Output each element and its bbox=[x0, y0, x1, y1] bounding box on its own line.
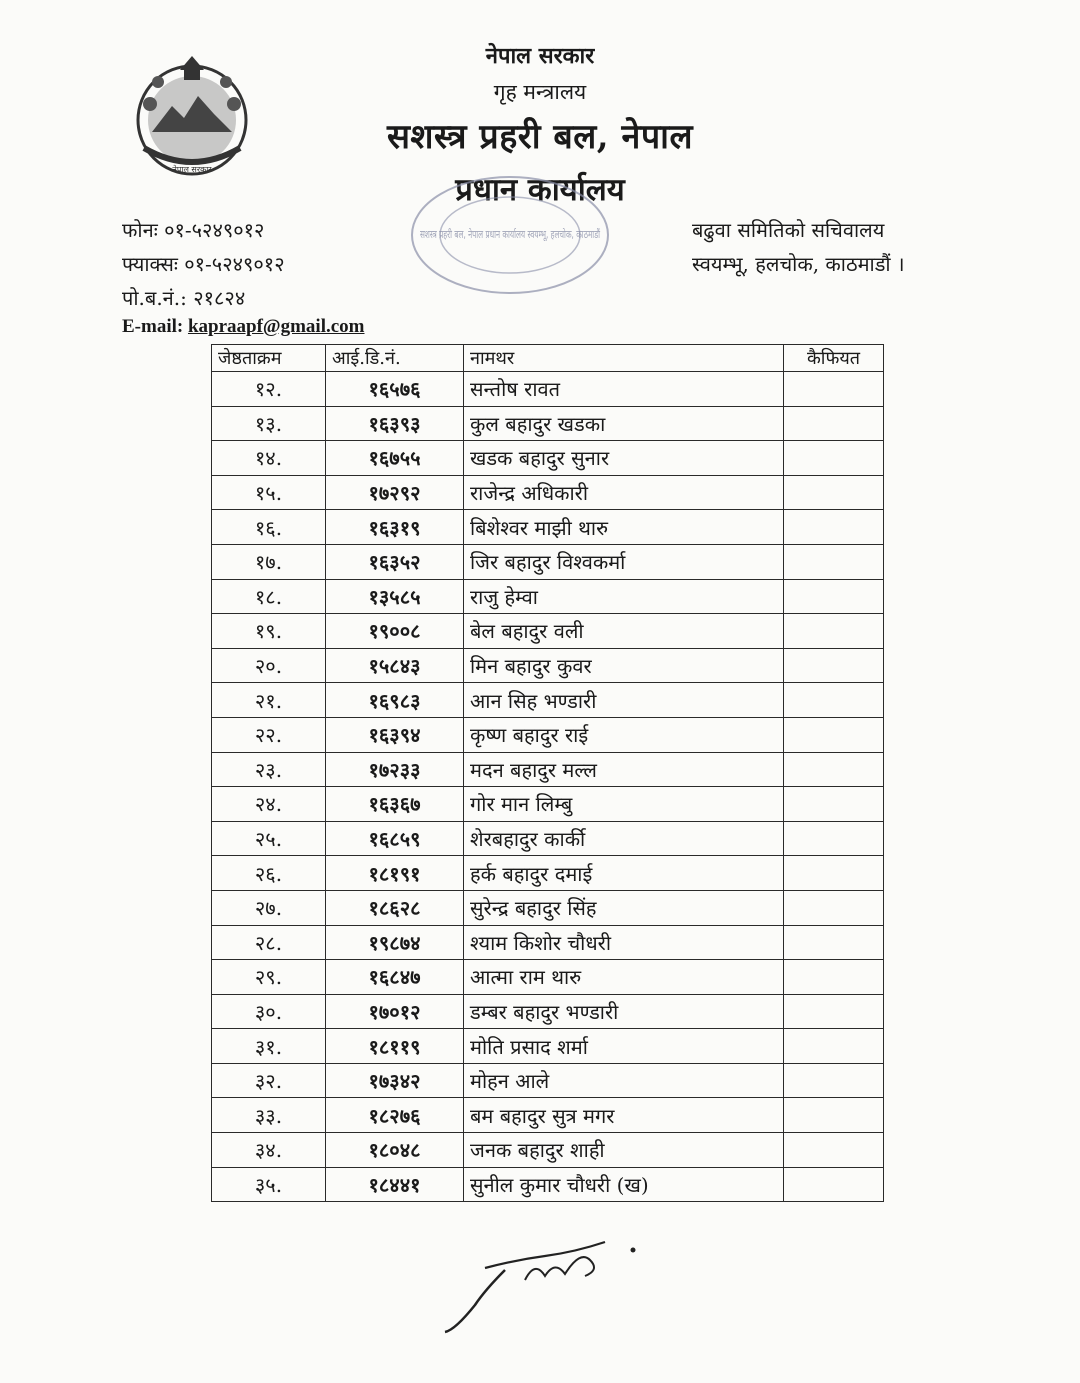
name-cell: मदन बहादुर मल्ल bbox=[464, 752, 784, 787]
id-number-cell: १८२७६ bbox=[326, 1098, 464, 1133]
table-row bbox=[212, 821, 884, 856]
name-cell: बिशेश्वर माझी थारु bbox=[464, 510, 784, 545]
remarks-cell bbox=[784, 752, 884, 787]
id-number-cell: १७३४२ bbox=[326, 1063, 464, 1098]
table-row bbox=[212, 856, 884, 891]
id-number-cell: १३५८५ bbox=[326, 579, 464, 614]
seniority-cell: २९. bbox=[212, 960, 326, 995]
remarks-cell bbox=[784, 717, 884, 752]
remarks-cell bbox=[784, 372, 884, 407]
name-cell: सुरेन्द्र बहादुर सिंह bbox=[464, 890, 784, 925]
signature-mark bbox=[415, 1230, 655, 1340]
remarks-cell bbox=[784, 406, 884, 441]
svg-text:नेपाल सरकार: नेपाल सरकार bbox=[172, 165, 212, 174]
seniority-cell: ३१. bbox=[212, 1029, 326, 1064]
seniority-cell: २७. bbox=[212, 890, 326, 925]
seniority-cell: २०. bbox=[212, 648, 326, 683]
id-number-cell: १८४४१ bbox=[326, 1167, 464, 1202]
remarks-cell bbox=[784, 648, 884, 683]
table-row bbox=[212, 683, 884, 718]
id-number-cell: १८११९ bbox=[326, 1029, 464, 1064]
name-cell: आन सिह भण्डारी bbox=[464, 683, 784, 718]
remarks-cell bbox=[784, 475, 884, 510]
fax-number: फ्याक्सः ०१-५२४९०१२ bbox=[122, 252, 285, 276]
name-cell: मिन बहादुर कुवर bbox=[464, 648, 784, 683]
organization-title: सशस्त्र प्रहरी बल, नेपाल bbox=[386, 117, 694, 157]
seniority-cell: २६. bbox=[212, 856, 326, 891]
id-number-cell: १८६२८ bbox=[326, 890, 464, 925]
office-seal-stamp bbox=[405, 170, 692, 300]
seniority-cell: १६. bbox=[212, 510, 326, 545]
email-label: E-mail: bbox=[122, 316, 188, 337]
header-id-number: आई.डि.नं. bbox=[326, 345, 464, 372]
id-number-cell: १६८५९ bbox=[326, 821, 464, 856]
remarks-cell bbox=[784, 579, 884, 614]
seniority-cell: १५. bbox=[212, 475, 326, 510]
name-cell: राजेन्द्र अधिकारी bbox=[464, 475, 784, 510]
remarks-cell bbox=[784, 1029, 884, 1064]
seniority-cell: १४. bbox=[212, 441, 326, 476]
id-number-cell: १७०१२ bbox=[326, 994, 464, 1029]
svg-text:सशस्त्र प्रहरी बल, नेपाल प्रधा: सशस्त्र प्रहरी बल, नेपाल प्रधान कार्यालय स्वयम्भू, हलचोक, काठमाडौं bbox=[420, 228, 692, 241]
name-cell: सुनील कुमार चौधरी (ख) bbox=[464, 1167, 784, 1202]
seniority-cell: १३. bbox=[212, 406, 326, 441]
table-row bbox=[212, 1029, 884, 1064]
id-number-cell: १६३९३ bbox=[326, 406, 464, 441]
id-number-cell: १६८४७ bbox=[326, 960, 464, 995]
seniority-cell: ३३. bbox=[212, 1098, 326, 1133]
table-row bbox=[212, 372, 884, 407]
table-row bbox=[212, 717, 884, 752]
header-name: नामथर bbox=[464, 345, 784, 372]
name-cell: गोर मान लिम्बु bbox=[464, 787, 784, 822]
seniority-cell: ३४. bbox=[212, 1133, 326, 1168]
remarks-cell bbox=[784, 960, 884, 995]
table-row bbox=[212, 579, 884, 614]
header-seniority: जेष्ठताक्रम bbox=[212, 345, 326, 372]
email-link[interactable]: kapraapf@gmail.com bbox=[187, 316, 365, 337]
seniority-cell: ३०. bbox=[212, 994, 326, 1029]
id-number-cell: १९००८ bbox=[326, 614, 464, 649]
table-body bbox=[212, 372, 884, 1202]
header-remarks: कैफियत bbox=[784, 345, 884, 372]
id-number-cell: १७२९२ bbox=[326, 475, 464, 510]
seniority-cell: १२. bbox=[212, 372, 326, 407]
name-cell: सन्तोष रावत bbox=[464, 372, 784, 407]
seniority-cell: २२. bbox=[212, 717, 326, 752]
remarks-cell bbox=[784, 856, 884, 891]
name-cell: जनक बहादुर शाही bbox=[464, 1133, 784, 1168]
table-row bbox=[212, 510, 884, 545]
id-number-cell: १८१९१ bbox=[326, 856, 464, 891]
table-row bbox=[212, 475, 884, 510]
name-cell: बेल बहादुर वली bbox=[464, 614, 784, 649]
name-cell: कृष्ण बहादुर राई bbox=[464, 717, 784, 752]
id-number-cell: १९८७४ bbox=[326, 925, 464, 960]
name-cell: खडक बहादुर सुनार bbox=[464, 441, 784, 476]
remarks-cell bbox=[784, 614, 884, 649]
id-number-cell: १६३५२ bbox=[326, 544, 464, 579]
seniority-table-container bbox=[211, 344, 884, 1202]
remarks-cell bbox=[784, 787, 884, 822]
table-row bbox=[212, 1098, 884, 1133]
remarks-cell bbox=[784, 890, 884, 925]
government-title: नेपाल सरकार bbox=[485, 43, 595, 69]
table-row bbox=[212, 787, 884, 822]
table-header-row bbox=[212, 345, 884, 372]
remarks-cell bbox=[784, 441, 884, 476]
secretariat-name: बढुवा समितिको सचिवालय bbox=[692, 218, 885, 242]
seniority-cell: १९. bbox=[212, 614, 326, 649]
seniority-cell: २१. bbox=[212, 683, 326, 718]
table-row bbox=[212, 614, 884, 649]
name-cell: श्याम किशोर चौधरी bbox=[464, 925, 784, 960]
name-cell: आत्मा राम थारु bbox=[464, 960, 784, 995]
id-number-cell: १६३६७ bbox=[326, 787, 464, 822]
remarks-cell bbox=[784, 925, 884, 960]
seniority-cell: ३२. bbox=[212, 1063, 326, 1098]
id-number-cell: १६९८३ bbox=[326, 683, 464, 718]
office-title: प्रधान कार्यालय bbox=[455, 172, 625, 208]
table-row bbox=[212, 648, 884, 683]
id-number-cell: १५८४३ bbox=[326, 648, 464, 683]
remarks-cell bbox=[784, 544, 884, 579]
seniority-table bbox=[211, 344, 884, 1202]
table-row bbox=[212, 925, 884, 960]
id-number-cell: १६७५५ bbox=[326, 441, 464, 476]
remarks-cell bbox=[784, 821, 884, 856]
name-cell: हर्क बहादुर दमाई bbox=[464, 856, 784, 891]
table-row bbox=[212, 544, 884, 579]
seniority-cell: ३५. bbox=[212, 1167, 326, 1202]
remarks-cell bbox=[784, 1133, 884, 1168]
seniority-cell: २३. bbox=[212, 752, 326, 787]
name-cell: शेरबहादुर कार्की bbox=[464, 821, 784, 856]
remarks-cell bbox=[784, 1098, 884, 1133]
table-row bbox=[212, 960, 884, 995]
table-row bbox=[212, 890, 884, 925]
remarks-cell bbox=[784, 1167, 884, 1202]
table-row bbox=[212, 1063, 884, 1098]
id-number-cell: १६३१९ bbox=[326, 510, 464, 545]
name-cell: बम बहादुर सुत्र मगर bbox=[464, 1098, 784, 1133]
table-row bbox=[212, 406, 884, 441]
phone-number: फोनः ०१-५२४९०१२ bbox=[122, 218, 265, 242]
table-row bbox=[212, 994, 884, 1029]
seniority-cell: १७. bbox=[212, 544, 326, 579]
name-cell: डम्बर बहादुर भण्डारी bbox=[464, 994, 784, 1029]
seniority-cell: १८. bbox=[212, 579, 326, 614]
id-number-cell: १८०४८ bbox=[326, 1133, 464, 1168]
table-row bbox=[212, 1167, 884, 1202]
name-cell: मोहन आले bbox=[464, 1063, 784, 1098]
table-row bbox=[212, 441, 884, 476]
name-cell: मोति प्रसाद शर्मा bbox=[464, 1029, 784, 1064]
remarks-cell bbox=[784, 1063, 884, 1098]
ministry-title: गृह मन्त्रालय bbox=[493, 80, 587, 104]
secretariat-address: स्वयम्भू, हलचोक, काठमाडौं । bbox=[692, 252, 905, 276]
name-cell: राजु हेम्वा bbox=[464, 579, 784, 614]
table-row bbox=[212, 752, 884, 787]
remarks-cell bbox=[784, 683, 884, 718]
id-number-cell: १६३९४ bbox=[326, 717, 464, 752]
remarks-cell bbox=[784, 994, 884, 1029]
seniority-cell: २८. bbox=[212, 925, 326, 960]
seniority-cell: २५. bbox=[212, 821, 326, 856]
id-number-cell: १७२३३ bbox=[326, 752, 464, 787]
seniority-cell: २४. bbox=[212, 787, 326, 822]
po-box: पो.ब.नं.: २१८२४ bbox=[122, 286, 246, 310]
table-row bbox=[212, 1133, 884, 1168]
name-cell: जिर बहादुर विश्वकर्मा bbox=[464, 544, 784, 579]
id-number-cell: १६५७६ bbox=[326, 372, 464, 407]
remarks-cell bbox=[784, 510, 884, 545]
email-line bbox=[122, 316, 365, 338]
name-cell: कुल बहादुर खडका bbox=[464, 406, 784, 441]
